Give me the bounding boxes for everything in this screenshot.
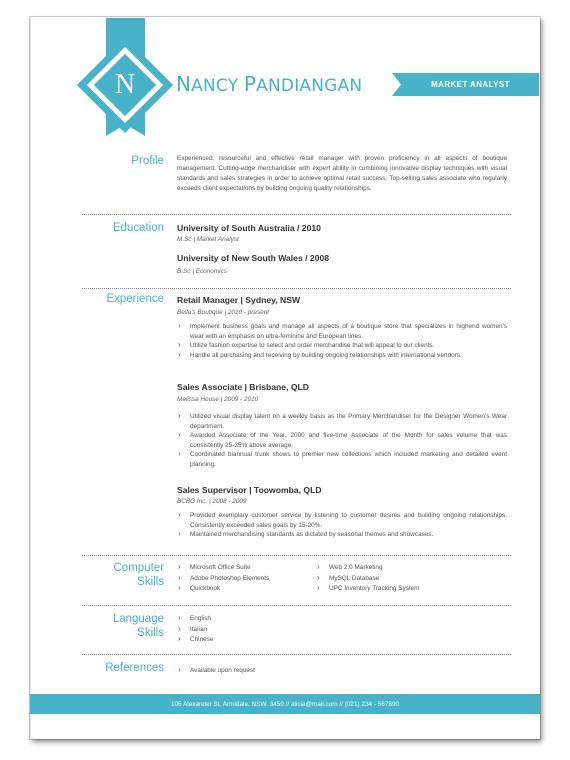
list-item: › Microsoft Office Suite: [177, 563, 269, 574]
job-bullets: [177, 322, 507, 360]
job-title: MARKET ANALYST: [431, 80, 510, 89]
list-item: › Implement business goals and manage all aspects of a boutique store that specializes in highend women's wear with an emphasis on ultra-feminine and European lines.: [177, 322, 507, 341]
candidate-name: [176, 72, 362, 96]
section-label-education: Education: [112, 222, 164, 234]
list-item: › Utilize fashion expertise to select and order merchandise that will appeal to our clients.: [177, 341, 507, 351]
name-last-initial: P: [243, 72, 257, 96]
job-company: Bella's Boutique | 2010 - present: [177, 309, 270, 316]
list-item: › Handle all purchasing and receiving by building ongoing relationships with international vendors.: [177, 351, 507, 361]
education-school: University of New South Wales / 2008: [177, 253, 330, 263]
label-line: Computer: [113, 562, 164, 574]
list-item: › MySQL Database: [316, 574, 420, 585]
computer-skills-col-1: [177, 563, 269, 595]
list-item: › Coordinated biannual trunk shows to premier new collections which included marketing and detailed event planning.: [177, 450, 507, 469]
list-item: › Available upon request: [177, 666, 255, 677]
list-item: › Provided exemplary customer service by listening to customer desires and building ongoing relationships. Consistently exceeded sales goals by 15-20%.: [177, 511, 507, 530]
section-label-language-skills: [113, 612, 164, 640]
list-item: › English: [177, 614, 213, 625]
job-title: Retail Manager | Sydney, NSW: [177, 295, 301, 305]
job-title: Sales Associate | Brisbane, QLD: [177, 382, 309, 392]
list-item: › Web 2.0 Marketing: [316, 563, 420, 574]
list-item: › Italian: [177, 625, 213, 636]
label-line: Skills: [137, 576, 164, 588]
education-degree: M.Sc | Market Analyst: [177, 236, 239, 243]
list-item: › Quickbook: [177, 584, 269, 595]
job-bullets: [177, 412, 507, 470]
divider: [82, 214, 511, 215]
list-item: › Awarded Associate of the Year, 2000 and five-time Associate of the Month for sales volume that was consistently 25-35% above average.: [177, 431, 507, 450]
references-list: [177, 666, 255, 677]
job-bullets: [177, 511, 507, 540]
label-line: Language: [112, 613, 164, 625]
job-title: Sales Supervisor | Toowomba, QLD: [177, 485, 322, 495]
job-company: BCBG Inc. | 2008 - 2009: [177, 498, 247, 505]
section-label-experience: Experience: [106, 293, 164, 305]
computer-skills-col-2: [316, 563, 420, 595]
divider: [82, 605, 511, 606]
section-label-computer-skills: [114, 561, 165, 589]
job-company: Melissa House | 2009 - 2010: [177, 396, 259, 403]
label-line: Skills: [137, 627, 164, 639]
list-item: › Chinese: [177, 635, 213, 646]
list-item: › Utilized visual display talent on a weekly basis as the Primary Merchandiser for the Designer Women's Wear department.: [177, 412, 507, 431]
name-first-rest: ANCY: [191, 76, 239, 96]
monogram-letter: N: [114, 69, 136, 100]
section-label-profile: Profile: [131, 155, 164, 167]
contact-footer: 105 Alexander St. Armidale, NSW. 3450 // alicia@mail.com // (021) 234 - 567890: [30, 694, 540, 714]
name-last-rest: ANDIANGAN: [256, 76, 363, 96]
section-label-references: References: [105, 662, 164, 674]
list-item: › Maintained merchandising standards as dictated by seasonal themes and showcases.: [177, 530, 507, 540]
divider: [82, 654, 511, 655]
name-first-initial: N: [176, 72, 192, 96]
language-skills-list: [177, 614, 213, 646]
education-school: University of South Australia / 2010: [177, 223, 321, 233]
profile-text: Experienced, resourceful and effective retail manager with proven proficiency in all aspects of boutique management. Cutting-edge merchandiser with expert ability in combining innovative display techniques with visual standards and sales strategies in order to achieve optimal retail success. Top-selling sales associate who regularly exceeds client expectations by building ongoing quality relationships.: [177, 155, 507, 192]
divider: [82, 555, 511, 556]
education-degree: B.Sc | Economics: [177, 268, 227, 275]
divider: [82, 288, 511, 289]
list-item: › UPC Inventory Tracking System: [316, 584, 420, 595]
list-item: › Adobe Photoshop Elements: [177, 574, 269, 585]
